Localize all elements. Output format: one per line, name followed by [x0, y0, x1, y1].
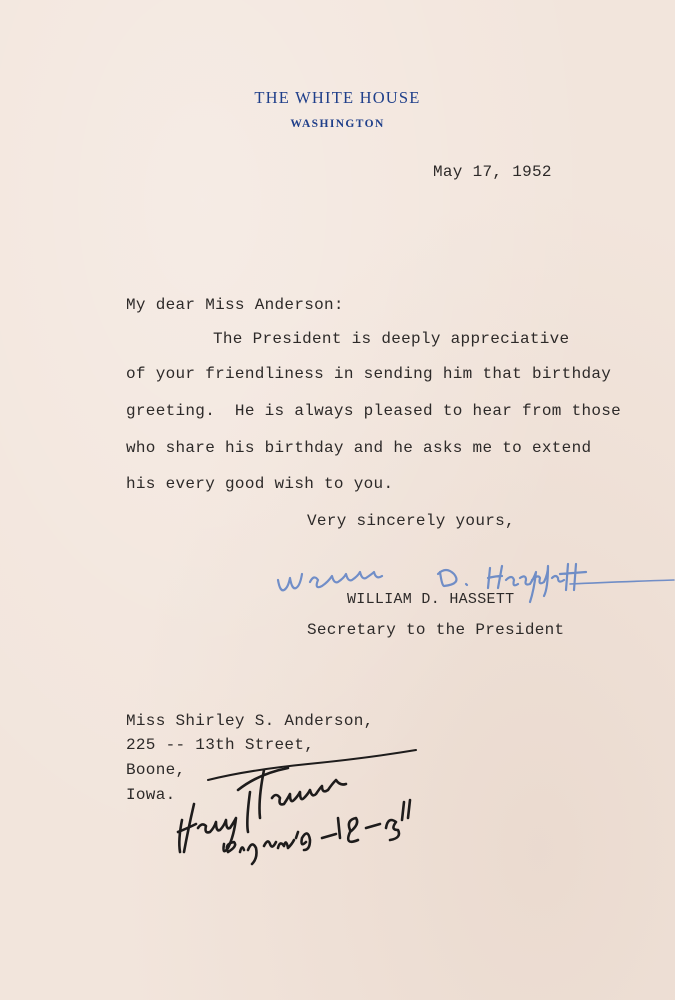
- signer-title: Secretary to the President: [307, 621, 565, 639]
- body-line: his every good wish to you.: [126, 475, 394, 493]
- closing: Very sincerely yours,: [307, 512, 515, 530]
- body-line: who share his birthday and he asks me to extend: [126, 439, 592, 457]
- salutation: My dear Miss Anderson:: [126, 296, 344, 314]
- recipient-line: Iowa.: [126, 786, 176, 804]
- letterhead-title: THE WHITE HOUSE: [254, 88, 421, 107]
- letter-date: May 17, 1952: [433, 163, 552, 181]
- truman-signature: [168, 700, 468, 870]
- signer-name: WILLIAM D. HASSETT: [347, 591, 515, 608]
- body-line: The President is deeply appreciative: [213, 330, 570, 348]
- hassett-signature: [270, 560, 675, 620]
- body-line: of your friendliness in sending him that birthday: [126, 365, 612, 383]
- recipient-line: Miss Shirley S. Anderson,: [126, 712, 374, 730]
- recipient-line: 225 -- 13th Street,: [126, 736, 315, 754]
- body-line: greeting. He is always pleased to hear from those: [126, 402, 622, 420]
- letterhead-subtitle: WASHINGTON: [290, 118, 385, 130]
- recipient-line: Boone,: [126, 761, 186, 779]
